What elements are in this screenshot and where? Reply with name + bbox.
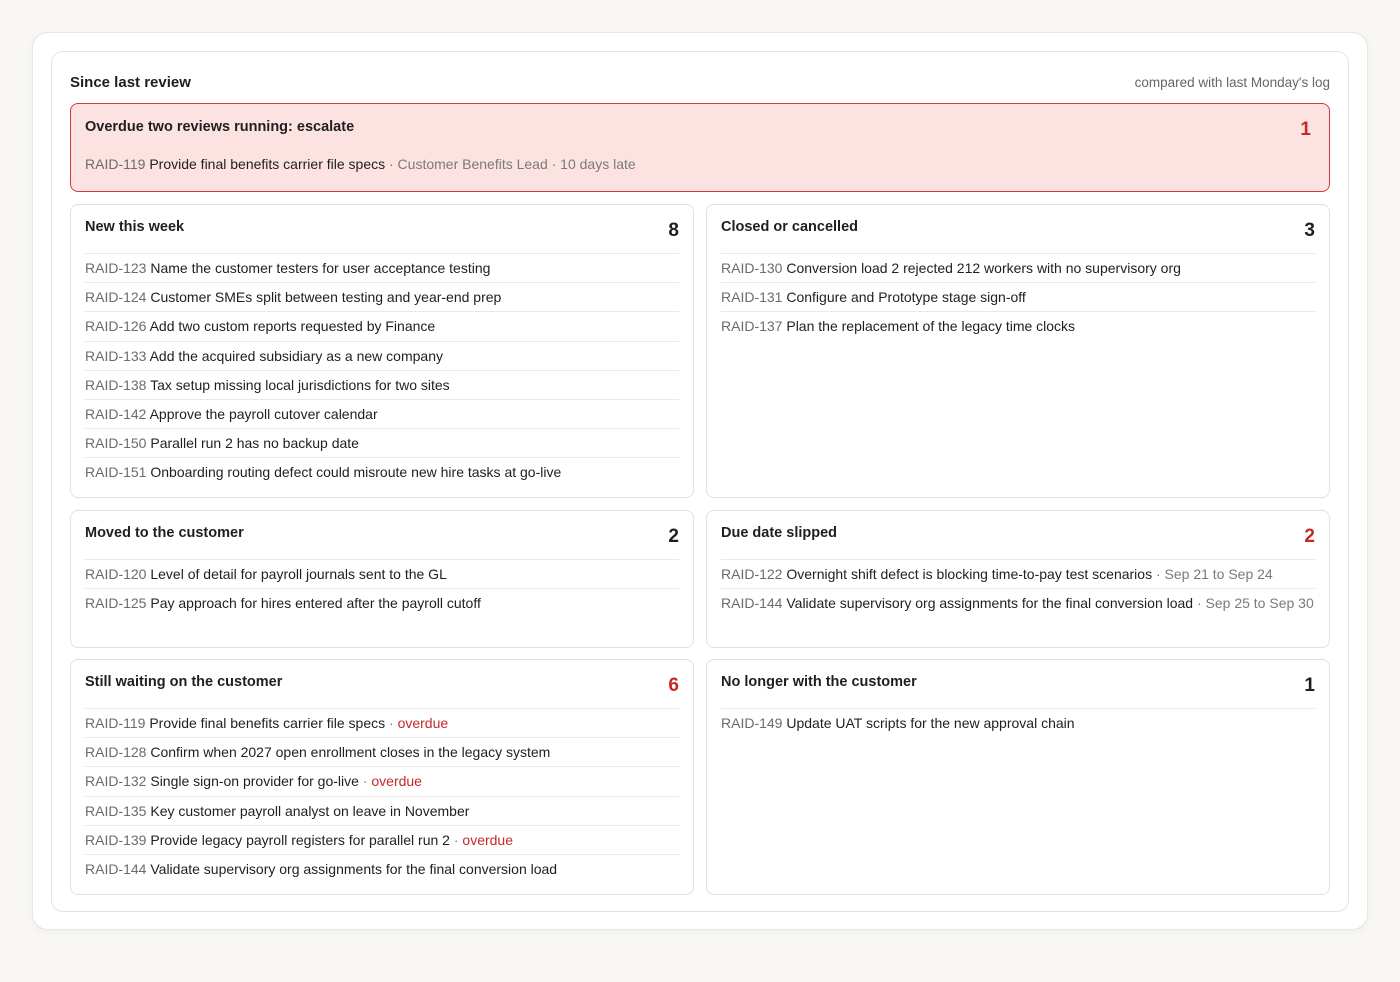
overdue-flag: overdue xyxy=(371,773,422,790)
item-text: Tax setup missing local jurisdictions for two sites xyxy=(150,376,450,393)
item-id: RAID-142 xyxy=(85,405,147,422)
list-item[interactable] xyxy=(85,457,679,486)
item-text: Name the customer testers for user acceptance testing xyxy=(150,260,491,276)
item-id: RAID-128 xyxy=(85,744,147,761)
item-id: RAID-130 xyxy=(721,260,783,276)
item-text: Confirm when 2027 open enrollment closes in the legacy system xyxy=(150,744,551,761)
item-text: Add the acquired subsidiary as a new company xyxy=(149,347,443,364)
item-text: Validate supervisory org assignments for the final conversion load xyxy=(150,860,558,877)
list-item[interactable] xyxy=(85,399,679,428)
item-list xyxy=(71,708,693,883)
item-text: Provide legacy payroll registers for parallel run 2 xyxy=(150,831,450,848)
item-id: RAID-131 xyxy=(721,289,783,306)
item-id: RAID-139 xyxy=(85,831,147,848)
panel-new-this-week xyxy=(70,204,694,498)
item-text: Provide final benefits carrier file specs xyxy=(149,156,386,172)
item-id: RAID-120 xyxy=(85,566,147,582)
item-text: Approve the payroll cutover calendar xyxy=(149,405,378,422)
list-item[interactable] xyxy=(85,311,679,340)
item-text: Overnight shift defect is blocking time-to-pay test scenarios xyxy=(786,566,1153,582)
list-item[interactable] xyxy=(721,282,1315,311)
alert-count: 1 xyxy=(1300,119,1311,140)
item-meta: · Customer Benefits Lead · 10 days late xyxy=(385,156,636,172)
item-separator: · xyxy=(449,831,463,848)
panel-title: Closed or cancelled xyxy=(721,219,858,235)
overdue-flag: overdue xyxy=(397,715,449,731)
panel-moved-to-customer xyxy=(70,510,694,648)
item-text: Key customer payroll analyst on leave in November xyxy=(150,802,470,819)
item-list xyxy=(71,253,693,487)
item-text: Update UAT scripts for the new approval chain xyxy=(786,715,1075,731)
item-text: Single sign-on provider for go-live xyxy=(150,773,359,790)
item-text: Conversion load 2 rejected 212 workers with no supervisory org xyxy=(786,260,1181,276)
item-text: Validate supervisory org assignments for the final conversion load xyxy=(786,595,1194,611)
list-item[interactable] xyxy=(85,737,679,766)
item-id: RAID-133 xyxy=(85,347,147,364)
item-id: RAID-122 xyxy=(721,566,783,582)
list-item[interactable] xyxy=(85,854,679,883)
item-list xyxy=(707,708,1329,737)
list-item[interactable] xyxy=(721,708,1315,737)
panel-count: 6 xyxy=(668,675,679,696)
panel-still-waiting xyxy=(70,659,694,895)
item-text: Level of detail for payroll journals sent to the GL xyxy=(150,566,447,582)
panel-title: Still waiting on the customer xyxy=(85,674,283,690)
item-id: RAID-124 xyxy=(85,289,147,306)
list-item[interactable] xyxy=(721,588,1315,617)
list-item[interactable] xyxy=(85,370,679,399)
item-id: RAID-135 xyxy=(85,802,147,819)
item-id: RAID-119 xyxy=(85,156,146,172)
comparison-note: compared with last Monday's log xyxy=(1134,74,1330,90)
list-item[interactable] xyxy=(85,796,679,825)
list-item[interactable] xyxy=(721,559,1315,588)
item-text: Provide final benefits carrier file specs xyxy=(149,715,386,731)
panel-title: Due date slipped xyxy=(721,525,838,541)
alert-item[interactable] xyxy=(85,156,636,172)
list-item[interactable] xyxy=(85,253,679,282)
list-item[interactable] xyxy=(85,825,679,854)
escalation-alert xyxy=(70,103,1330,192)
review-header xyxy=(70,72,1330,92)
item-id: RAID-125 xyxy=(85,595,147,612)
item-meta: · Sep 21 to Sep 24 xyxy=(1152,566,1273,582)
panel-closed-or-cancelled xyxy=(706,204,1330,498)
alert-title: Overdue two reviews running: escalate xyxy=(85,119,355,135)
item-text: Onboarding routing defect could misroute new hire tasks at go-live xyxy=(150,464,562,481)
item-id: RAID-138 xyxy=(85,376,147,393)
item-list xyxy=(71,559,693,617)
list-item[interactable] xyxy=(721,311,1315,340)
item-list xyxy=(707,253,1329,341)
list-item[interactable] xyxy=(85,341,679,370)
panel-due-date-slipped xyxy=(706,510,1330,648)
list-item[interactable] xyxy=(721,253,1315,282)
list-item[interactable] xyxy=(85,428,679,457)
item-text: Pay approach for hires entered after the payroll cutoff xyxy=(150,595,481,612)
overdue-flag: overdue xyxy=(462,831,513,848)
panel-count: 2 xyxy=(1304,526,1315,547)
page-title: Since last review xyxy=(70,73,191,91)
item-id: RAID-123 xyxy=(85,260,147,276)
item-id: RAID-149 xyxy=(721,715,783,731)
list-item[interactable] xyxy=(85,766,679,795)
list-item[interactable] xyxy=(85,588,679,617)
item-id: RAID-144 xyxy=(721,595,783,611)
item-id: RAID-132 xyxy=(85,773,147,790)
panel-count: 3 xyxy=(1304,220,1315,241)
item-separator: · xyxy=(358,773,372,790)
item-id: RAID-150 xyxy=(85,435,147,452)
item-text: Parallel run 2 has no backup date xyxy=(150,435,359,452)
item-text: Configure and Prototype stage sign-off xyxy=(786,289,1026,306)
panel-count: 1 xyxy=(1304,675,1315,696)
item-id: RAID-119 xyxy=(85,715,146,731)
item-text: Plan the replacement of the legacy time clocks xyxy=(786,318,1076,335)
panel-title: Moved to the customer xyxy=(85,525,244,541)
panel-count: 2 xyxy=(668,526,679,547)
item-text: Add two custom reports requested by Finance xyxy=(149,318,436,335)
list-item[interactable] xyxy=(85,708,679,737)
item-text: Customer SMEs split between testing and year-end prep xyxy=(150,289,502,306)
item-meta: · Sep 25 to Sep 30 xyxy=(1193,595,1314,611)
list-item[interactable] xyxy=(85,282,679,311)
item-id: RAID-126 xyxy=(85,318,147,335)
item-id: RAID-137 xyxy=(721,318,783,335)
review-panel xyxy=(51,51,1349,912)
review-card xyxy=(32,32,1368,930)
panel-count: 8 xyxy=(668,220,679,241)
item-list xyxy=(707,559,1329,617)
panel-title: No longer with the customer xyxy=(721,674,917,690)
item-id: RAID-151 xyxy=(85,464,147,481)
panel-title: New this week xyxy=(85,219,185,235)
panel-no-longer-with-customer xyxy=(706,659,1330,895)
item-id: RAID-144 xyxy=(85,860,147,877)
item-separator: · xyxy=(385,715,398,731)
list-item[interactable] xyxy=(85,559,679,588)
